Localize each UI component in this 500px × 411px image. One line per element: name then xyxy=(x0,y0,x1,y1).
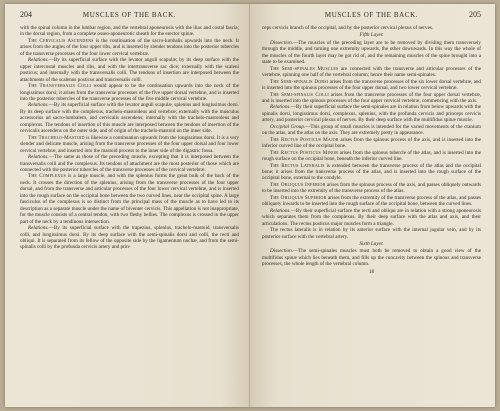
body-paragraph xyxy=(262,182,481,195)
paragraph-lead: The Rectus Posticus Major xyxy=(270,136,339,143)
body-paragraph xyxy=(262,163,481,182)
paragraph-lead: The Transversalis Colli xyxy=(28,83,92,90)
body-paragraph xyxy=(262,208,481,227)
body-paragraph xyxy=(20,154,239,173)
paragraph-text: The rectus lateralis is in relation by its anterior surface with the internal jugular vein, and by its posterior surface with the vertebral artery. xyxy=(262,227,481,240)
paragraph-lead: Relations. xyxy=(270,207,291,214)
paragraph-text: arises from the extremity of the transverse process of the atlas, and passes obliquely inwards to be inserted into the rough surface of the occipital bone, between the curved lines. xyxy=(262,194,482,208)
page-number: 204 xyxy=(20,10,32,19)
body-paragraph xyxy=(262,92,481,105)
body-paragraph xyxy=(20,38,239,57)
running-head xyxy=(20,10,239,19)
section-heading: Fifth Layer. xyxy=(359,32,384,39)
paragraph-lead: Relations. xyxy=(28,225,49,232)
body-paragraph xyxy=(262,104,481,123)
paragraph-text: —By their superficial surface the recti and obliqui are in relation with a strong aponeurosis which separates them from the complexus. By their deep surface with the atlas and axis, and their articulations. The rectus posticus major muscles form a triangle. xyxy=(262,207,481,227)
paragraph-text: arises from the spinous tubercle of the atlas, and is inserted into the rough surface on the occipital bone, beneath the inferior curved line. xyxy=(262,149,481,163)
body-paragraph xyxy=(262,248,481,267)
paragraph-lead: The Semi-spinalis Colli xyxy=(270,91,329,98)
paragraph-lead: The Obliquus Superior xyxy=(270,194,327,201)
paragraph-text: is likewise a continuation upwards from the longissimus dorsi. It is a very slender and delicate muscle, arising from the transverse processes of the four upper dorsal and four lower cervical vertebræ, and inserted into the mastoid process to the inner side of the digastric fossa. xyxy=(20,134,239,154)
body-paragraph xyxy=(262,150,481,163)
paragraph-lead: Occipital Group. xyxy=(270,123,306,130)
paragraph-text: —By their superficial surface the semi-spinales are in relation from below upwards with the spinalis dorsi, longissimus dorsi, complexus, splenius, with the profunda cervicis and princeps cervicis artery, and posterior cervical plexus of nerves. By their deep surface with the multifidus spinæ muscle. xyxy=(262,104,481,124)
paragraph-text: arises from the spinous process of the axis, and is inserted into the inferior curved line of the occipital bone. xyxy=(262,136,482,150)
paragraph-text: —The semi-spinales muscles must both be removed to obtain a good view of the multifidus spinæ which lies beneath them, and fills up the concavity between the spinous and transverse processes, the whole length of the vertebral column. xyxy=(262,248,481,268)
paragraph-text: —By its superficial surface with the levator anguli scapulæ, splenius and longissimus dorsi. By its deep surface with the complexus, trachelo-mastoideus and vertebræ; externally with the musculus accessorius ad sacro-lumbalem, and cervicalis ascendens; internally with the trachelo-mastoideus and complexus. The tendons of insertion of this muscle are interposed between the tendons of insertion of the cervicalis ascendens on the outer side, and of origin of the trachelo-mastoid on the inner side. xyxy=(20,102,239,135)
paragraph-lead: The Semi-spinalis Dorsi xyxy=(270,78,329,85)
paragraph-text: with the spinal column in the lumbar region, and the vertebral aponeurosis with the iliac and costal fascia; in the dorsal region, from a complete osseo-aponeurotic sheath for the erector spinæ. xyxy=(20,25,239,38)
page-body xyxy=(20,25,239,251)
paragraph-lead: The Rectus Lateralis xyxy=(270,162,325,169)
body-paragraph xyxy=(262,124,481,137)
paragraph-text: —By its superficial surface with the trapezius, splenius, trachelo-mastoid, transversalis colli, and longissimus dorsi. By its deep surface with the semi-spinalis dorsi and colli, the recti and obliqui. It is separated from its fellow of the opposite side by the ligamentum nuchæ, and from the semi-spinalis colli by the profunda cervicis artery and prin- xyxy=(20,225,239,251)
paragraph-lead: Relations. xyxy=(270,104,291,111)
paragraph-lead: Relations. xyxy=(28,154,49,161)
body-paragraph xyxy=(20,25,239,38)
body-paragraph xyxy=(20,57,239,83)
paragraph-lead: Dissection. xyxy=(270,39,293,46)
paragraph-text: —By its superficial surface with the levator anguli scapulæ; by its deep surface with the upper intercostal muscles and ribs, and with the intertransverse sac dice; externally with the scaleni posticus; and internally with the transversalis colli. The tendons of insertion are interposed between the attachments of the scalenus posticus and transversalis colli. xyxy=(20,57,239,83)
paragraph-lead: The Cervicalis Ascendens xyxy=(28,37,94,44)
paragraph-text: are connected with the transverse and articular processes of the vertebræ, spinning one half of the vertebral column; hence their name semi-spinales. xyxy=(262,65,481,79)
paragraph-text: —The muscles of the preceding layer are to be removed by dividing them transversely through the middle, and turning one extremity upwards, the other downwards. In this way the whole of the muscles of the fourth layer may be got rid of, and the remaining muscles of the spine brought into a state to be examined. xyxy=(262,39,481,66)
section-heading: Sixth Layer. xyxy=(359,240,384,247)
paragraph-text: arises from the transverse processes of the four upper dorsal vertebræ, and is inserted into the spinous processes of the four upper cervical vertebræ, commencing with the axis. xyxy=(262,91,482,104)
running-title: MUSCLES OF THE BACK. xyxy=(82,11,177,19)
paragraph-text: —This group of small muscles is intended for the varied movements of the cranium on the atlas, and the atlas on the axis. They are extremely pretty in appearance. xyxy=(262,123,481,137)
paragraph-text: would appear to be the continuation upwards into the neck of the longissimus dorsi; it arises from the transverse processes of the five upper dorsal vertebræ, and is inserted into the posterior tubercles of the transverse processes of the five middle cervical vertebræ. xyxy=(20,83,239,102)
paragraph-lead: Relations. xyxy=(28,102,49,109)
signature-mark: 18 xyxy=(368,268,375,275)
page-number: 205 xyxy=(469,10,481,19)
paragraph-text: ceps cervicis branch of the occipital, and by the posterior cervical plexus of nerves. xyxy=(262,25,434,31)
paragraph-lead: Dissection. xyxy=(270,248,293,255)
left-page xyxy=(5,4,250,407)
running-head xyxy=(262,10,481,19)
body-paragraph xyxy=(262,25,481,31)
paragraph-text: is a large muscle, and with the splenius forms the great bulk of the back of the neck. It crosses the direction of the splenius, arising from the transverse processes of the four upper dorsal, and from the transverse and articular processes of the four lower cervical vertebræ, and is inserted into the rough surface on the occipital bone between the two curved lines, near the occipital spine. A large fasciculus of the complexus is so distinct from the principal mass of the muscle as to have led to its description as a separate muscle under the name of biventer cervicis. This appellation is not inappropriate, for the muscle consists of a central tendon, with two fleshy bellies. The complexus is crossed in the upper part of the neck by a tendinous intersection. xyxy=(20,173,239,225)
paragraph-text: is extended between the transverse process of the atlas and the occipital bone; it arises from the transverse process of the atlas, and is inserted into the rough surface of the occipital bone, external to the condyle. xyxy=(262,162,482,182)
body-paragraph xyxy=(262,79,481,92)
body-paragraph xyxy=(262,195,481,208)
body-paragraph xyxy=(262,66,481,79)
body-paragraph xyxy=(20,102,239,134)
paragraph-lead: The Semi-spinales Muscles xyxy=(270,65,339,72)
body-paragraph xyxy=(262,40,481,66)
paragraph-text: —The same as those of the preceding muscle, excepting that it is interposed between the transversalis colli and the complexus. Its tendons of attachment are the most posterior of those which are connected with the posterior tubercles of the transverse processes of the cervical vertebræ. xyxy=(20,154,239,173)
right-page xyxy=(250,4,495,407)
body-paragraph xyxy=(20,225,239,251)
paragraph-lead: The Trachelo-Mastoid xyxy=(28,134,85,141)
page-body xyxy=(262,25,481,275)
paragraph-lead: The Rectus Posticus Minor xyxy=(270,149,339,156)
body-paragraph xyxy=(20,135,239,154)
paragraph-lead: The Obliquus Inferior xyxy=(270,181,326,188)
body-paragraph xyxy=(262,137,481,150)
paragraph-lead: Relations. xyxy=(28,57,49,64)
body-paragraph xyxy=(262,227,481,240)
body-paragraph xyxy=(20,83,239,102)
paragraph-text: arises from the transverse processes of the six lower dorsal vertebræ, and is inserted into the spinous processes of the four upper dorsal, and two lower cervical vertebræ. xyxy=(262,78,481,92)
paragraph-text: arises from the spinous process of the axis, and passes obliquely outwards to be inserted into the extremity of the transverse process of the atlas. xyxy=(262,181,481,195)
paragraph-text: is the continuation of the sacro-lumbalis upwards into the neck. It arises from the angles of the four upper ribs, and is inserted by slender tendons into the posterior tubercles of the transverse processes of the four lower cervical vertebræ. xyxy=(20,37,239,57)
body-paragraph xyxy=(20,173,239,225)
paragraph-lead: The Complexus xyxy=(28,173,67,180)
book-spread xyxy=(5,4,495,407)
running-title: MUSCLES OF THE BACK. xyxy=(324,11,419,19)
